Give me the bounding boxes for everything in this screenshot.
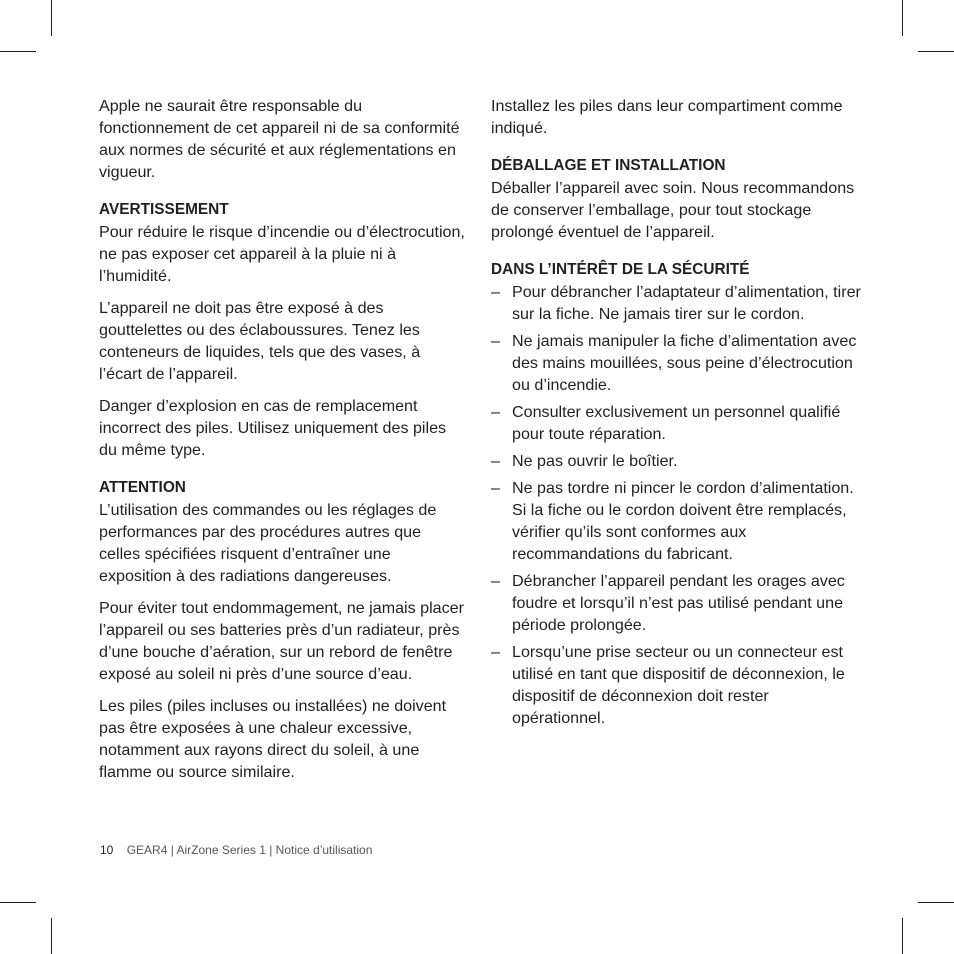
crop-mark: [0, 902, 36, 903]
safety-item: [491, 401, 863, 445]
warning-heading: AVERTISSEMENT: [99, 201, 229, 218]
safety-item-text: Ne pas ouvrir le boîtier.: [512, 452, 678, 470]
warning-paragraph: L’appareil ne doit pas être exposé à des gouttelettes ou des éclaboussures. Tenez les conteneurs de liquides, tels que des vases, à l’écart de l’appareil.: [99, 299, 421, 383]
dash-marker: –: [491, 479, 500, 497]
unpacking-heading: DÉBALLAGE ET INSTALLATION: [491, 157, 726, 174]
safety-list: [491, 281, 863, 729]
footer-text: GEAR4 | AirZone Series 1 | Notice d’utilisation: [126, 843, 373, 857]
dash-marker: –: [491, 452, 500, 470]
safety-item-text: Débrancher l’appareil pendant les orages avec foudre et lorsqu’il n’est pas utilisé pendant une période prolongée.: [512, 572, 845, 634]
dash-marker: –: [491, 403, 500, 421]
crop-mark: [918, 51, 954, 52]
intro-paragraph: Apple ne saurait être responsable du fonctionnement de cet appareil ni de sa conformité aux normes de sécurité et aux réglementations en vigueur.: [99, 97, 460, 181]
crop-mark: [51, 918, 52, 954]
dash-marker: –: [491, 283, 500, 301]
dash-marker: –: [491, 643, 500, 661]
safety-item-text: Pour débrancher l’adaptateur d’alimentation, tirer sur la fiche. Ne jamais tirer sur le cordon.: [512, 283, 861, 323]
crop-mark: [51, 0, 52, 36]
safety-item: [491, 477, 863, 565]
safety-item: [491, 281, 863, 325]
battery-instruction: Installez les piles dans leur compartiment comme indiqué.: [491, 97, 843, 137]
safety-item-text: Lorsqu’une prise secteur ou un connecteur est utilisé en tant que dispositif de déconnexion, le dispositif de déconnexion doit rester opérationnel.: [512, 643, 845, 727]
caution-paragraph: Pour éviter tout endommagement, ne jamais placer l’appareil ou ses batteries près d’un radiateur, près d’une bouche d’aération, sur un rebord de fenêtre exposé au soleil ni près d’une source d’eau.: [99, 599, 464, 683]
safety-item: [491, 641, 863, 729]
safety-item: [491, 330, 863, 396]
crop-mark: [902, 0, 903, 36]
caution-paragraph: L’utilisation des commandes ou les réglages de performances par des procédures autres que celles spécifiées risquent d’entraîner une exposition à des radiations dangereuses.: [99, 501, 437, 585]
safety-item: [491, 570, 863, 636]
safety-item-text: Consulter exclusivement un personnel qualifié pour toute réparation.: [512, 403, 841, 443]
warning-paragraph: Pour réduire le risque d’incendie ou d’électrocution, ne pas exposer cet appareil à la pluie ni à l’humidité.: [99, 223, 465, 285]
unpacking-paragraph: Déballer l’appareil avec soin. Nous recommandons de conserver l’emballage, pour tout stockage prolongé éventuel de l’appareil.: [491, 179, 855, 241]
safety-item: [491, 450, 863, 472]
caution-paragraph: Les piles (piles incluses ou installées) ne doivent pas être exposées à une chaleur excessive, notamment aux rayons direct du soleil, à une flamme ou source similaire.: [99, 697, 447, 781]
crop-mark: [902, 918, 903, 954]
safety-heading: DANS L’INTÉRÊT DE LA SÉCURITÉ: [491, 261, 750, 278]
page-number: 10: [100, 843, 114, 857]
caution-heading: ATTENTION: [99, 479, 186, 496]
dash-marker: –: [491, 572, 500, 590]
crop-mark: [918, 902, 954, 903]
warning-paragraph: Danger d’explosion en cas de remplacement incorrect des piles. Utilisez uniquement des piles du même type.: [99, 397, 447, 459]
left-column: [99, 95, 465, 783]
dash-marker: –: [491, 332, 500, 350]
crop-mark: [0, 51, 36, 52]
safety-item-text: Ne pas tordre ni pincer le cordon d’alimentation. Si la fiche ou le cordon doivent être remplacés, vérifier qu’ils sont conformes aux recommandations du fabricant.: [512, 479, 854, 563]
right-column: [491, 95, 863, 734]
safety-item-text: Ne jamais manipuler la fiche d’alimentation avec des mains mouillées, sous peine d’électrocution ou d’incendie.: [512, 332, 857, 394]
page-footer: [100, 842, 372, 858]
